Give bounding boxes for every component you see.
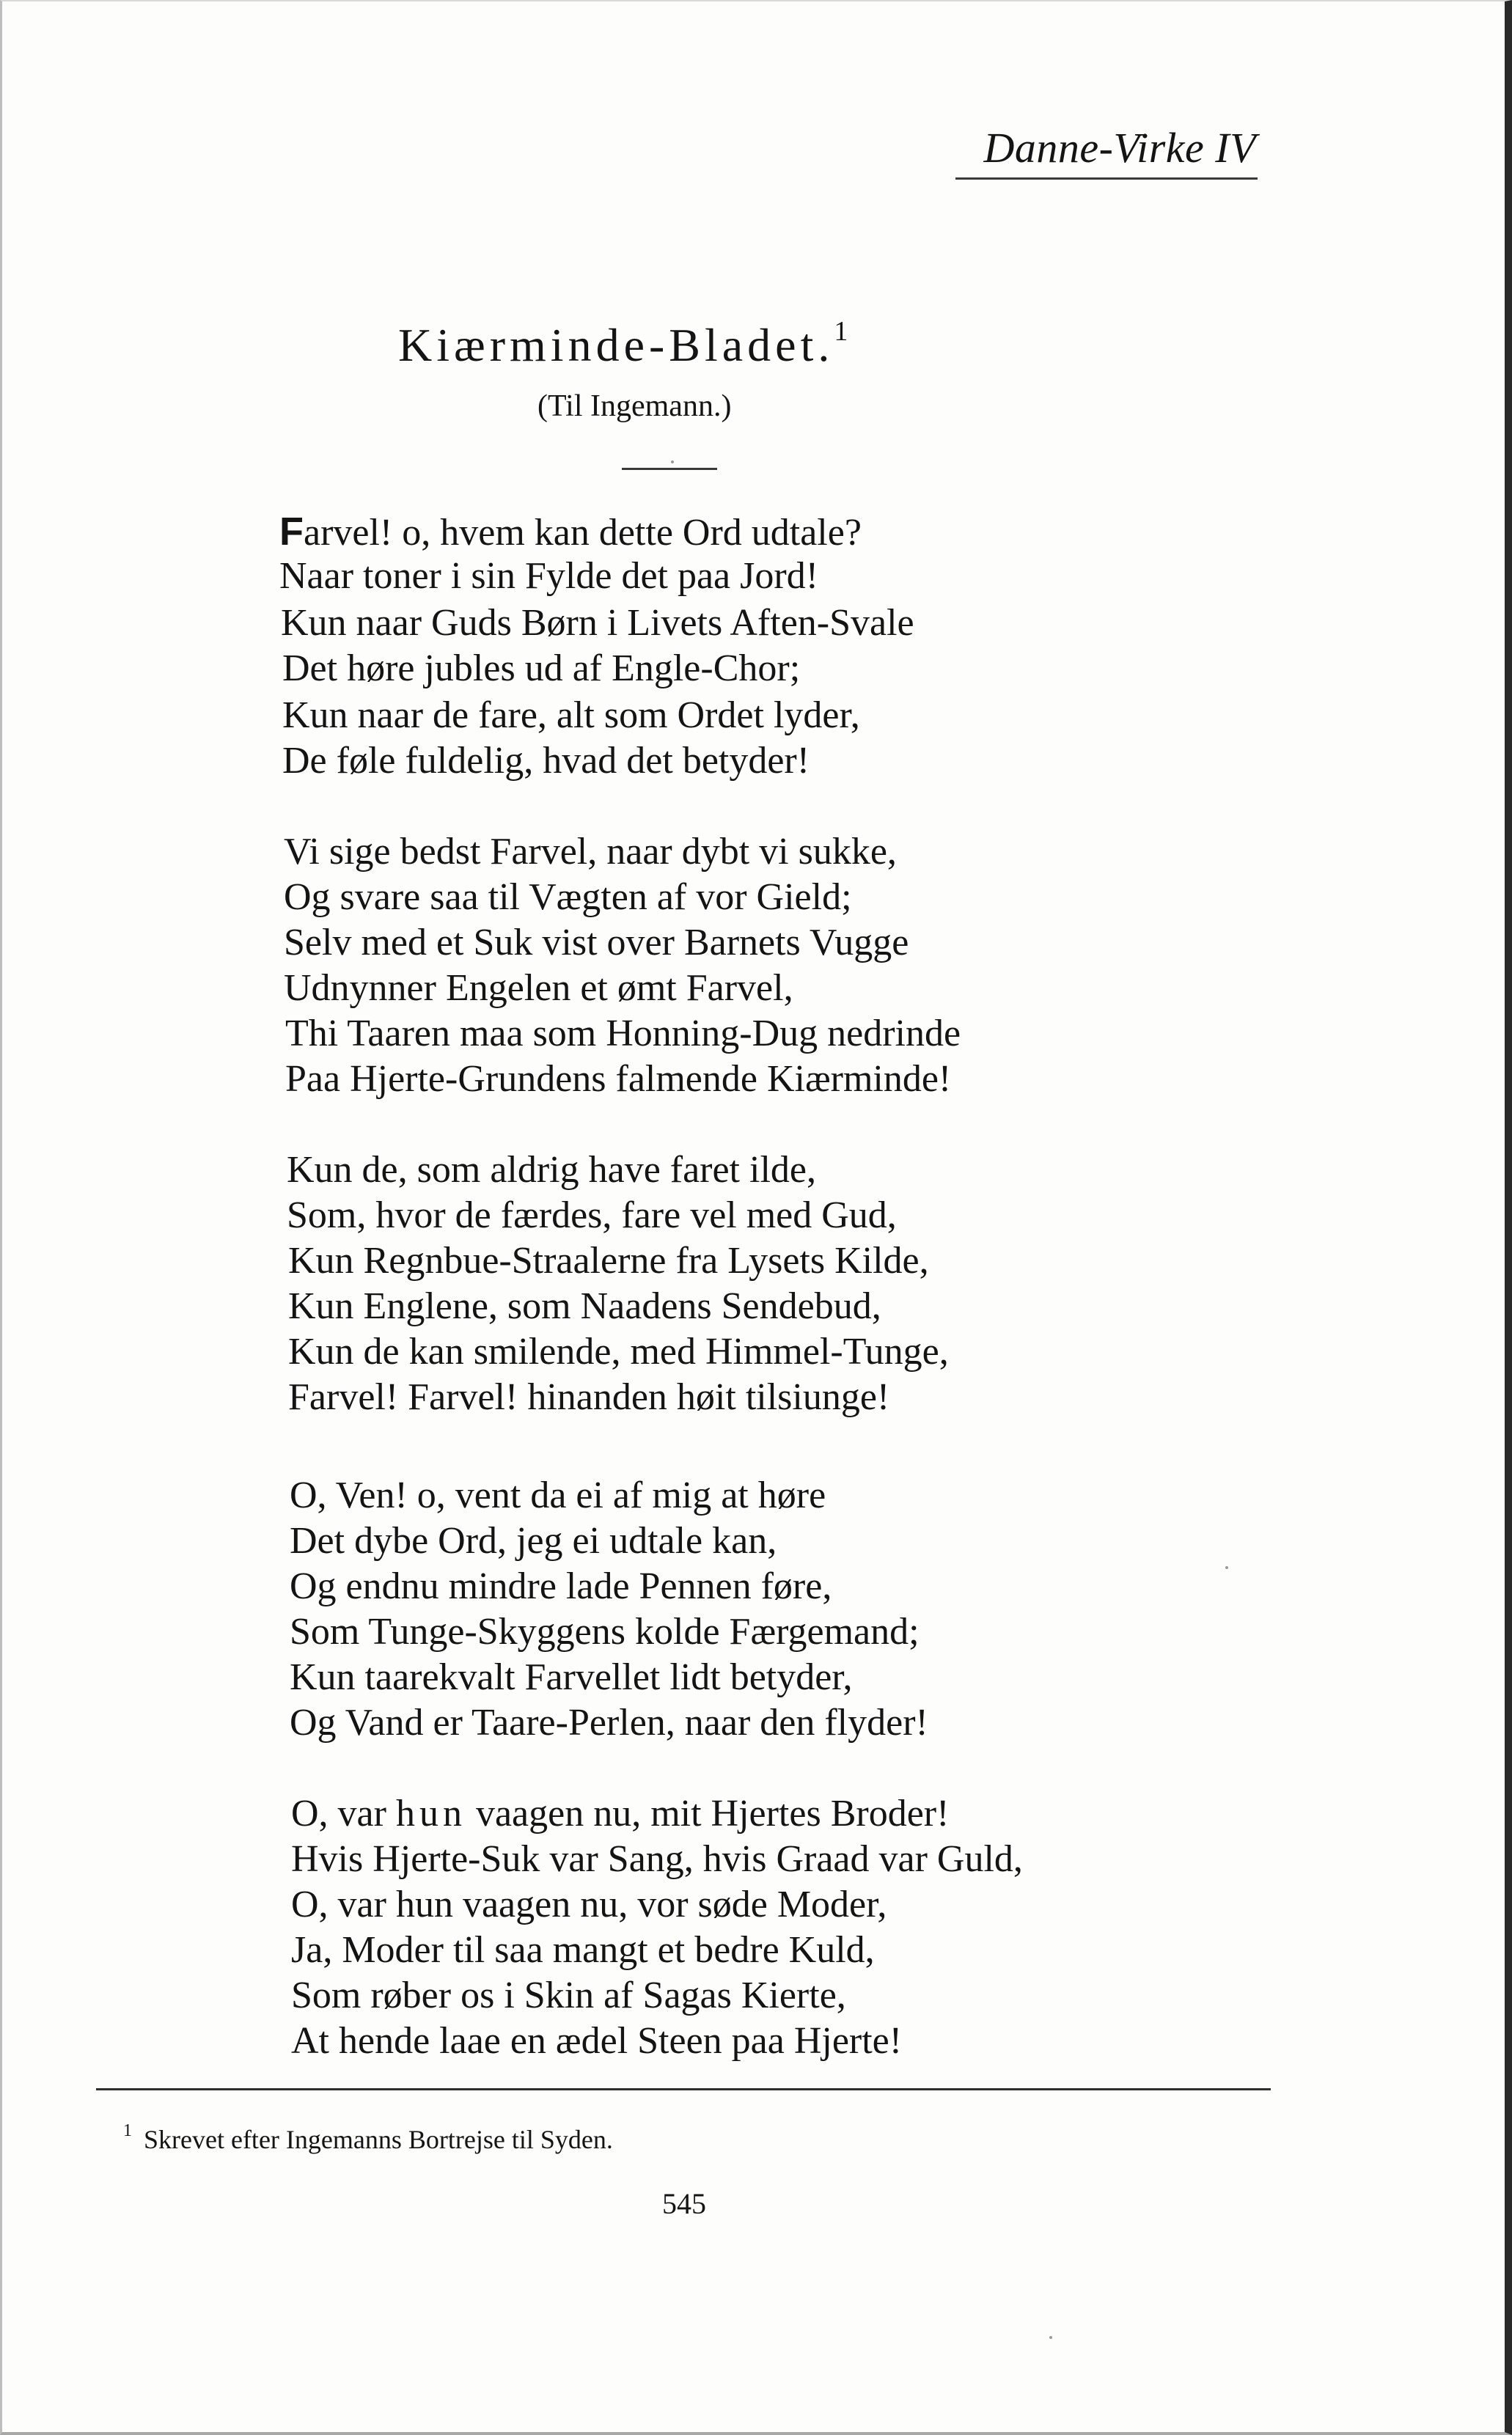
poem-line-rest: arvel! o, hvem kan dette Ord udtale?	[304, 512, 862, 554]
poem-line: Naar toner i sin Fylde det paa Jord!	[279, 555, 819, 597]
poem-line: O, var hun vaagen nu, mit Hjertes Broder!	[291, 1793, 950, 1834]
poem-line: Og Vand er Taare-Perlen, naar den flyder!	[290, 1702, 928, 1744]
poem-line: De føle fuldelig, hvad det betyder!	[282, 740, 810, 782]
title-footnote-mark: 1	[834, 315, 848, 347]
poem-line: Som Tunge-Skyggens kolde Færgemand;	[290, 1611, 920, 1653]
paper-speck	[1225, 1566, 1228, 1569]
poem-line: Og svare saa til Vægten af vor Gield;	[284, 876, 852, 918]
poem-line: Det dybe Ord, jeg ei udtale kan,	[290, 1520, 777, 1562]
page-number: 545	[662, 2187, 706, 2220]
title-rule	[622, 468, 717, 470]
poem-title	[398, 315, 848, 372]
poem-line: Thi Taaren maa som Honning-Dug nedrinde	[285, 1013, 961, 1054]
poem-line: O, Ven! o, vent da ei af mig at høre	[290, 1474, 826, 1516]
poem-line: Som, hvor de færdes, fare vel med Gud,	[287, 1194, 897, 1236]
poem-line: Paa Hjerte-Grundens falmende Kiærminde!	[285, 1058, 952, 1100]
poem-line: Kun taarekvalt Farvellet lidt betyder,	[290, 1656, 853, 1698]
footnote-mark: 1	[123, 2121, 132, 2140]
poem-dedication: (Til Ingemann.)	[537, 389, 732, 423]
poem-line: Hvis Hjerte-Suk var Sang, hvis Graad var Guld,	[291, 1838, 1023, 1880]
running-head: Danne-Virke IV	[983, 124, 1256, 172]
poem-line: Kun de kan smilende, med Himmel-Tunge,	[288, 1331, 949, 1373]
poem-line: At hende laae en ædel Steen paa Hjerte!	[291, 2020, 903, 2062]
poem-line: Ja, Moder til saa mangt et bedre Kuld,	[291, 1929, 875, 1971]
paper-speck	[1049, 2336, 1052, 2339]
poem-line: Farvel! Farvel! hinanden høit tilsiunge!	[288, 1376, 890, 1418]
poem-line: Vi sige bedst Farvel, naar dybt vi sukke,	[284, 831, 897, 873]
poem-line: Udnynner Engelen et ømt Farvel,	[284, 967, 793, 1009]
poem-line	[279, 512, 862, 552]
footnote-rule	[96, 2088, 1271, 2090]
footnote-text: Skrevet efter Ingemanns Bortrejse til Syden.	[144, 2125, 613, 2154]
emphasized-word: hun	[395, 1793, 466, 1834]
poem-line: O, var hun vaagen nu, vor søde Moder,	[291, 1884, 887, 1925]
paper-speck	[671, 460, 674, 463]
poem-line: Kun naar Guds Børn i Livets Aften-Svale	[281, 602, 914, 644]
poem-title-text: Kiærminde-Bladet.	[398, 319, 834, 371]
poem-line: Som røber os i Skin af Sagas Kierte,	[291, 1975, 846, 2016]
poem-line: Det høre jubles ud af Engle-Chor;	[282, 647, 801, 689]
poem-line: Og endnu mindre lade Pennen føre,	[290, 1565, 832, 1607]
poem-line: Kun de, som aldrig have faret ilde,	[287, 1149, 816, 1191]
footnote	[123, 2121, 613, 2155]
poem-line: Kun Englene, som Naadens Sendebud,	[288, 1285, 881, 1327]
poem-line: Kun Regnbue-Straalerne fra Lysets Kilde,	[288, 1240, 929, 1282]
drop-cap: F	[279, 510, 304, 554]
running-head-rule	[955, 177, 1258, 180]
poem-line: Kun naar de fare, alt som Ordet lyder,	[282, 694, 860, 736]
poem-line: Selv med et Suk vist over Barnets Vugge	[284, 922, 909, 963]
